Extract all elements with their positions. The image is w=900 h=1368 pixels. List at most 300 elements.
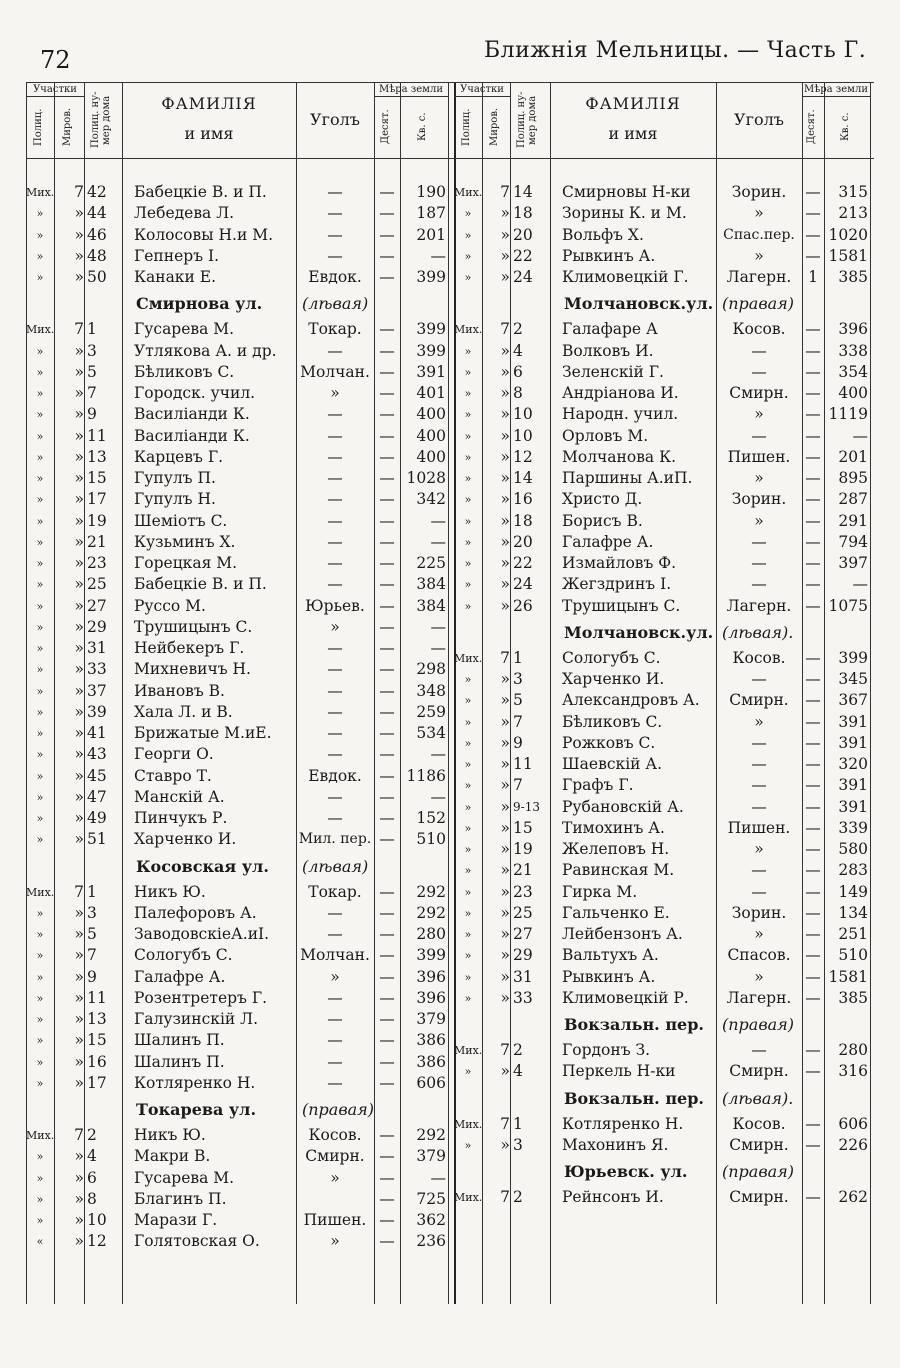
name-cell: Шалинъ П. (134, 1031, 225, 1050)
house-number-cell: 33 (513, 988, 533, 1007)
house-number-cell: 31 (87, 639, 107, 657)
kvs-cell: 338 (838, 341, 868, 360)
familia-header: ФАМИЛІЯ (161, 94, 257, 113)
table-row (26, 1168, 454, 1189)
mirov-cell: » (500, 405, 510, 424)
ugol-cell: Юрьев. (305, 596, 365, 615)
desyat-cell: — (805, 670, 821, 688)
house-number-cell: 51 (87, 830, 107, 849)
table-row (26, 988, 454, 1009)
ugol-cell: — (751, 670, 767, 688)
house-number-cell: 7 (87, 384, 97, 402)
desyat-cell: — (379, 426, 395, 445)
kvs-cell: 1186 (406, 766, 446, 785)
politz-cell: » (464, 843, 472, 856)
name-cell: Народн. учил. (562, 405, 679, 424)
politz-cell: Мих. (454, 1117, 483, 1131)
desyat-cell: — (379, 702, 395, 721)
table-row (26, 1231, 454, 1252)
header-sub-rule (802, 96, 870, 97)
desyat-cell: — (805, 861, 821, 880)
name-cell: Гусарева М. (134, 1168, 235, 1187)
desyat-cell: — (805, 967, 821, 986)
street-section-heading (454, 1013, 874, 1037)
mirov-cell: » (500, 225, 510, 244)
table-row (26, 489, 454, 510)
house-number-cell: 18 (513, 204, 533, 223)
mirov-cell: 7 (500, 1114, 510, 1133)
politz-cell: « (36, 1235, 44, 1249)
ugol-cell: — (327, 1031, 343, 1050)
kvs-cell: 362 (416, 1211, 446, 1229)
politz-cell: » (464, 864, 472, 878)
kvs-cell: 580 (838, 840, 868, 858)
mirov-cell: » (500, 447, 510, 466)
kvs-cell: 399 (416, 946, 446, 965)
street-name: Молчановск.ул. (564, 294, 714, 314)
ugol-cell: » (754, 246, 764, 265)
mirov-cell: 7 (74, 1126, 84, 1144)
kvs-cell: 379 (416, 1147, 446, 1166)
house-number-cell: 25 (513, 903, 533, 922)
desyat-cell: — (805, 596, 821, 615)
mirov-cell: » (500, 490, 510, 509)
politz-cell: » (36, 705, 44, 719)
ugol-cell: — (751, 575, 767, 594)
left-column (26, 82, 454, 1304)
politz-cell: Мих. (26, 885, 55, 899)
desyat-cell: — (379, 925, 395, 943)
politz-header: Полиц. (461, 108, 472, 146)
desyat-cell: — (805, 554, 821, 572)
mirov-cell: 7 (500, 320, 510, 339)
mirov-cell: » (500, 818, 510, 837)
desyat-cell: — (379, 320, 395, 339)
name-cell: Котляренко Н. (562, 1114, 684, 1133)
kvs-cell: 606 (416, 1073, 446, 1092)
house-number-cell: 22 (513, 554, 533, 572)
table-row (26, 532, 454, 553)
kvs-cell: 399 (416, 268, 446, 286)
name-cell: Хала Л. и В. (134, 702, 233, 721)
mirov-cell: » (500, 946, 510, 965)
table-row (454, 182, 874, 203)
ugol-cell: Молчан. (300, 362, 370, 381)
desyat-cell: — (805, 575, 821, 594)
desyat-cell: — (379, 988, 395, 1007)
table-row (26, 945, 454, 966)
mirov-cell: » (500, 469, 510, 487)
mirov-cell: » (74, 660, 84, 679)
table-row (454, 319, 874, 340)
house-number-cell: 43 (87, 745, 107, 764)
desyat-cell: — (805, 733, 821, 752)
kvs-cell: 187 (416, 204, 446, 223)
header-bottom-rule (454, 158, 874, 159)
desyat-cell: — (805, 511, 821, 530)
table-row (26, 1189, 454, 1210)
desyat-cell: — (379, 1189, 395, 1208)
desyat-cell: — (805, 225, 821, 244)
ugol-cell: » (754, 712, 764, 731)
table-row (454, 945, 874, 966)
table-row (26, 787, 454, 808)
desyat-cell: — (379, 787, 395, 806)
politz-cell: » (464, 493, 472, 507)
house-number-cell: 2 (513, 1188, 523, 1206)
desyat-cell: — (805, 320, 821, 339)
house-number-cell: 37 (87, 681, 107, 700)
name-cell: Харченко И. (134, 830, 237, 849)
table-row (26, 341, 454, 362)
ugol-cell: — (751, 776, 767, 795)
kvs-cell: 1028 (406, 469, 446, 487)
politz-cell: » (36, 1076, 44, 1090)
house-number-cell: 17 (87, 1073, 107, 1092)
mirov-cell: » (74, 745, 84, 764)
mirov-cell: » (74, 575, 84, 594)
house-number-cell: 29 (87, 617, 107, 636)
ugol-cell: — (327, 745, 343, 764)
desyat-cell: — (379, 575, 395, 594)
mirov-cell: » (500, 733, 510, 752)
politz-cell: » (36, 429, 44, 443)
ugol-header: Уголъ (310, 110, 360, 129)
politz-cell: » (36, 599, 44, 613)
table-row (26, 967, 454, 988)
table-row (26, 362, 454, 383)
ugol-cell: Зорин. (731, 183, 787, 201)
ugol-cell: — (327, 681, 343, 700)
table-row (454, 775, 874, 796)
kvs-cell: 201 (838, 447, 868, 466)
name-cell: Христо Д. (562, 490, 643, 509)
desyat-cell: — (805, 755, 821, 773)
ugol-cell: Косов. (732, 648, 786, 667)
mirov-cell: » (500, 861, 510, 880)
kvs-cell: — (430, 1168, 446, 1187)
kvs-cell: 226 (838, 1135, 868, 1154)
kvs-cell: 399 (838, 648, 868, 667)
header-sub-rule (26, 96, 84, 97)
ugol-cell: » (330, 617, 340, 636)
table-row (454, 225, 874, 246)
desyat-cell: — (379, 490, 395, 509)
kvs-cell: 391 (838, 712, 868, 731)
table-row (26, 808, 454, 829)
desyat-cell: — (379, 532, 395, 551)
kvs-cell: — (430, 246, 446, 265)
running-head: Ближнія Мельницы. — Часть Г. (484, 38, 867, 63)
mirov-cell: » (74, 596, 84, 615)
table-row (454, 1135, 874, 1156)
desyat-cell: — (379, 745, 395, 764)
imya-header: и имя (184, 124, 234, 143)
desyat-cell: — (379, 447, 395, 466)
house-number-cell: 26 (513, 596, 533, 615)
kvs-cell: — (852, 426, 868, 445)
name-cell: Галафре А. (134, 967, 226, 986)
ugol-cell: — (327, 925, 343, 943)
name-cell: Михневичъ Н. (134, 660, 251, 679)
politz-cell: » (464, 578, 472, 592)
ugol-cell: — (327, 1052, 343, 1071)
desyat-cell: — (805, 405, 821, 424)
mirov-cell: » (74, 639, 84, 657)
street-name: Молчановск.ул. (564, 622, 714, 642)
house-number-cell: 15 (87, 469, 107, 487)
table-row (26, 882, 454, 903)
house-number-cell: 15 (87, 1031, 107, 1050)
table-row (26, 553, 454, 574)
name-cell: Гусарева М. (134, 320, 235, 339)
mirov-cell: » (74, 903, 84, 922)
house-number-cell: 10 (513, 405, 533, 424)
ugol-cell: — (327, 532, 343, 551)
street-section-heading (26, 855, 454, 879)
desyat-cell: — (805, 776, 821, 795)
desyat-cell: — (379, 681, 395, 700)
kvs-cell: 396 (416, 967, 446, 986)
desyat-cell: — (379, 341, 395, 360)
kvs-cell: 320 (838, 755, 868, 773)
kvs-cell: 287 (838, 490, 868, 509)
house-number-cell: 50 (87, 268, 107, 286)
politz-cell: » (36, 949, 44, 963)
mirov-cell: » (500, 776, 510, 795)
mirov-cell: » (500, 341, 510, 360)
house-number-cell: 5 (87, 925, 97, 943)
table-row (454, 1061, 874, 1082)
name-cell: Гордонъ З. (562, 1041, 651, 1059)
table-row (26, 1052, 454, 1073)
mirov-cell: » (74, 1052, 84, 1071)
ugol-cell: — (327, 1073, 343, 1092)
mera-zemli-header: Мѣра земли (804, 84, 868, 95)
desyat-header: Десят. (380, 109, 391, 145)
mirov-cell: » (500, 691, 510, 710)
name-cell: Махонинъ Я. (562, 1135, 669, 1154)
mirov-cell: » (74, 617, 84, 636)
politz-cell: » (36, 833, 44, 847)
ugol-cell: — (327, 490, 343, 509)
house-number-cell: 31 (513, 967, 533, 986)
house-number-cell: 16 (87, 1052, 107, 1071)
desyat-cell: — (379, 766, 395, 785)
table-row (26, 702, 454, 723)
table-row (454, 690, 874, 711)
politz-cell: » (464, 249, 472, 263)
desyat-cell: — (805, 648, 821, 667)
ugol-cell: » (754, 925, 764, 943)
kvs-cell: 400 (416, 426, 446, 445)
mirov-cell: » (74, 554, 84, 572)
politz-cell: » (36, 450, 44, 464)
desyat-cell: — (379, 946, 395, 965)
kvs-cell: 259 (416, 702, 446, 721)
mirov-cell: » (74, 946, 84, 965)
house-number-cell: 2 (87, 1126, 97, 1144)
kvs-cell: 292 (416, 903, 446, 922)
ugol-cell: — (327, 225, 343, 244)
name-cell: Ивановъ В. (134, 681, 225, 700)
desyat-cell: — (379, 225, 395, 244)
ugol-cell: Лагерн. (726, 988, 792, 1007)
politz-cell: » (464, 408, 472, 422)
ugol-cell: Смирн. (729, 384, 789, 402)
politz-cell: » (36, 344, 44, 358)
name-cell: Желеповъ Н. (562, 840, 670, 858)
house-number-cell: 29 (513, 946, 533, 965)
mirov-cell: » (500, 840, 510, 858)
table-row (26, 638, 454, 659)
house-number-cell: 11 (87, 426, 107, 445)
desyat-cell: — (379, 1147, 395, 1166)
desyat-cell: — (379, 882, 395, 901)
kvs-cell: 262 (838, 1188, 868, 1206)
name-cell: Никъ Ю. (134, 882, 206, 901)
politz-cell: » (36, 271, 44, 284)
house-number-cell: 25 (87, 575, 107, 594)
table-row (454, 924, 874, 945)
kvs-cell: 342 (416, 490, 446, 509)
mera-zemli-header: Мѣра земли (379, 84, 443, 95)
name-cell: Зеленскій Г. (562, 362, 664, 381)
house-number-cell: 16 (513, 490, 533, 509)
ugol-cell: Смирн. (729, 691, 789, 710)
mirov-cell: » (74, 724, 84, 742)
desyat-cell: — (805, 712, 821, 731)
house-number-cell: 13 (87, 1010, 107, 1028)
house-number-cell: 14 (513, 469, 533, 487)
name-cell: Вальтухъ А. (562, 946, 659, 965)
table-row (26, 447, 454, 468)
street-side: (лѣвая) (302, 856, 369, 876)
table-row (26, 383, 454, 404)
desyat-cell: — (379, 554, 395, 572)
politz-cell: » (36, 493, 44, 507)
street-side: (правая) (722, 1015, 795, 1034)
politz-cell: » (464, 472, 472, 485)
politz-cell: » (36, 1150, 44, 1164)
name-cell: Паршины А.иП. (562, 469, 693, 487)
table-row (26, 1210, 454, 1231)
ugol-cell: » (330, 1168, 340, 1187)
politz-cell: » (464, 906, 472, 920)
mirov-cell: » (74, 469, 84, 487)
street-section-heading (26, 1098, 454, 1122)
street-name: Юрьевск. ул. (564, 1162, 688, 1181)
politz-cell: » (36, 557, 44, 570)
house-number-cell: 4 (513, 341, 523, 360)
house-number-cell: 5 (513, 691, 523, 710)
desyat-cell: — (379, 405, 395, 424)
mirov-cell: » (500, 988, 510, 1007)
politz-cell: » (36, 642, 44, 655)
mirov-header: Миров. (489, 107, 500, 147)
name-cell: Жегздринъ І. (562, 575, 672, 594)
politz-cell: » (464, 271, 472, 284)
ugol-cell: » (754, 840, 764, 858)
desyat-cell: — (379, 617, 395, 636)
ugol-cell: — (751, 797, 767, 816)
name-cell: Бабецкіе В. и П. (134, 183, 267, 201)
mirov-cell: » (74, 1168, 84, 1187)
house-number-cell: 45 (87, 766, 107, 785)
politz-cell: » (36, 620, 44, 634)
politz-cell: » (36, 684, 44, 698)
name-cell: Шалинъ П. (134, 1052, 225, 1071)
desyat-cell: — (805, 1114, 821, 1133)
ugol-cell: Косов. (308, 1126, 362, 1144)
name-cell: Климовецкій Р. (562, 988, 689, 1007)
table-row (454, 383, 874, 404)
desyat-cell: — (805, 246, 821, 265)
mirov-cell: » (500, 755, 510, 773)
politz-cell: Мих. (454, 323, 483, 337)
kvs-cell: 292 (416, 882, 446, 901)
page-number: 72 (40, 46, 71, 74)
kvs-header: Кв. с. (417, 112, 428, 142)
kvs-cell: 534 (416, 724, 446, 742)
kvs-cell: 391 (838, 776, 868, 795)
kvs-cell: 298 (416, 660, 446, 679)
politz-cell: » (36, 970, 44, 984)
uchastki-header: Участки (33, 84, 77, 95)
kvs-cell: 1119 (828, 405, 868, 424)
politz-cell: » (36, 991, 44, 1005)
mirov-cell: » (74, 925, 84, 943)
name-cell: Графъ Г. (562, 776, 634, 795)
kvs-cell: 316 (838, 1062, 868, 1081)
name-cell: Бѣликовъ С. (134, 362, 235, 381)
table-row (26, 903, 454, 924)
desyat-cell: 1 (808, 268, 818, 286)
mirov-cell: » (500, 511, 510, 530)
ugol-cell: Мил. пер. (298, 831, 372, 848)
house-number-cell: 4 (87, 1147, 97, 1166)
table-row (454, 648, 874, 669)
table-row (454, 882, 874, 903)
ugol-cell: » (330, 967, 340, 986)
house-number-cell: 12 (87, 1232, 107, 1251)
table-row (454, 246, 874, 267)
mirov-cell: » (500, 268, 510, 286)
name-cell: Трушицынъ С. (134, 617, 253, 636)
mirov-cell: » (500, 384, 510, 402)
mirov-cell: » (74, 204, 84, 223)
ugol-cell: Косов. (732, 1114, 786, 1133)
name-cell: Василіанди К. (134, 426, 250, 445)
name-cell: Гупулъ П. (134, 469, 216, 487)
mirov-cell: » (74, 702, 84, 721)
table-row (454, 669, 874, 690)
mirov-cell: » (500, 554, 510, 572)
politz-cell: Мих. (454, 1044, 483, 1057)
politz-cell: » (36, 1055, 44, 1069)
table-row (26, 681, 454, 702)
house-number-cell: 15 (513, 818, 533, 837)
desyat-cell: — (805, 946, 821, 965)
name-cell: Утлякова А. и др. (134, 341, 277, 360)
kvs-cell: 384 (416, 596, 446, 615)
mirov-cell: 7 (500, 1041, 510, 1059)
politz-cell: » (36, 228, 44, 242)
house-number-cell: 11 (87, 988, 107, 1007)
mirov-cell: » (500, 797, 510, 816)
table-row (454, 267, 874, 288)
house-number-cell: 7 (87, 946, 97, 965)
